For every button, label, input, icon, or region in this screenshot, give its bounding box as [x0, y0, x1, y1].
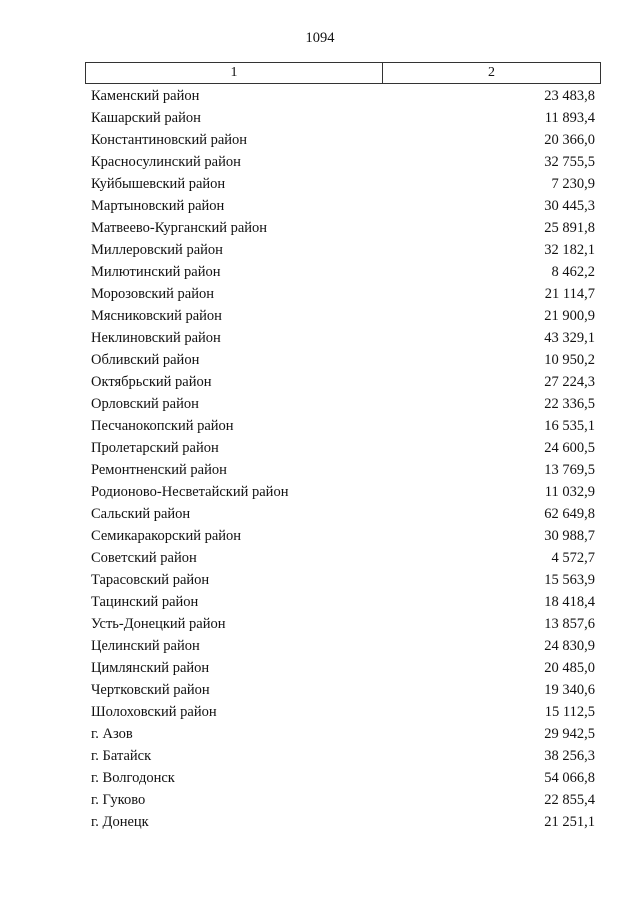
amount-value: 20 485,0 [544, 660, 595, 676]
district-name: Каменский район [91, 88, 200, 104]
table-row [91, 679, 595, 701]
column-header-2: 2 [488, 65, 495, 80]
amount-value: 22 855,4 [544, 792, 595, 808]
table-header [85, 62, 601, 84]
amount-value: 43 329,1 [544, 330, 595, 346]
amount-value: 30 445,3 [544, 198, 595, 214]
table-row [91, 459, 595, 481]
amount-value: 15 563,9 [544, 572, 595, 588]
district-name: Ремонтненский район [91, 462, 227, 478]
table-row [91, 569, 595, 591]
amount-value: 30 988,7 [544, 528, 595, 544]
amount-value: 21 900,9 [544, 308, 595, 324]
amount-value: 16 535,1 [544, 418, 595, 434]
district-name: Цимлянский район [91, 660, 210, 676]
amount-value: 54 066,8 [544, 770, 595, 786]
amount-value: 27 224,3 [544, 374, 595, 390]
amount-value: 10 950,2 [544, 352, 595, 368]
table-row [91, 745, 595, 767]
table-row [91, 415, 595, 437]
amount-value: 13 857,6 [544, 616, 595, 632]
district-name: Красносулинский район [91, 154, 241, 170]
amount-value: 19 340,6 [544, 682, 595, 698]
amount-value: 20 366,0 [544, 132, 595, 148]
amount-value: 23 483,8 [544, 88, 595, 104]
table-row [91, 195, 595, 217]
district-name: г. Донецк [91, 814, 149, 830]
table-row [91, 261, 595, 283]
table-row [91, 151, 595, 173]
table-body [91, 85, 595, 833]
district-name: Усть-Донецкий район [91, 616, 226, 632]
district-name: Неклиновский район [91, 330, 221, 346]
district-name: Семикаракорский район [91, 528, 242, 544]
table-row [91, 305, 595, 327]
table-row [91, 283, 595, 305]
amount-value: 24 600,5 [544, 440, 595, 456]
district-name: г. Волгодонск [91, 770, 175, 786]
district-name: Целинский район [91, 638, 200, 654]
district-name: Сальский район [91, 506, 191, 522]
district-name: Константиновский район [91, 132, 248, 148]
amount-value: 11 893,4 [544, 110, 595, 126]
amount-value: 15 112,5 [544, 704, 595, 720]
district-name: г. Батайск [91, 748, 152, 764]
amount-value: 24 830,9 [544, 638, 595, 654]
district-name: Родионово-Несветайский район [91, 484, 289, 500]
district-name: Милютинский район [91, 264, 221, 280]
table-row [91, 437, 595, 459]
table-row [91, 767, 595, 789]
district-name: Мартыновский район [91, 198, 225, 214]
table-row [91, 371, 595, 393]
district-name: Матвеево-Курганский район [91, 220, 268, 236]
district-name: Пролетарский район [91, 440, 219, 456]
amount-value: 4 572,7 [551, 550, 595, 566]
district-name: Тарасовский район [91, 572, 210, 588]
amount-value: 32 182,1 [544, 242, 595, 258]
table-row [91, 811, 595, 833]
table-row [91, 393, 595, 415]
amount-value: 22 336,5 [544, 396, 595, 412]
district-name: Советский район [91, 550, 197, 566]
district-name: Миллеровский район [91, 242, 223, 258]
table-row [91, 129, 595, 151]
district-name: Обливский район [91, 352, 200, 368]
amount-value: 8 462,2 [551, 264, 595, 280]
district-name: Морозовский район [91, 286, 215, 302]
table-row [91, 503, 595, 525]
district-name: Чертковский район [91, 682, 210, 698]
table-row [91, 327, 595, 349]
amount-value: 29 942,5 [544, 726, 595, 742]
table-row [91, 107, 595, 129]
table-row [91, 481, 595, 503]
table-row [91, 789, 595, 811]
table-row [91, 85, 595, 107]
table-row [91, 547, 595, 569]
page-number: 1094 [305, 30, 335, 46]
amount-value: 32 755,5 [544, 154, 595, 170]
amount-value: 25 891,8 [544, 220, 595, 236]
district-name: Орловский район [91, 396, 199, 412]
table-row [91, 657, 595, 679]
table-row [91, 591, 595, 613]
district-name: Куйбышевский район [91, 176, 226, 192]
amount-value: 21 114,7 [544, 286, 595, 302]
table-row [91, 635, 595, 657]
amount-value: 21 251,1 [544, 814, 595, 830]
district-name: г. Гуково [91, 792, 146, 808]
column-header-1: 1 [86, 63, 383, 83]
amount-value: 62 649,8 [544, 506, 595, 522]
district-name: Песчанокопский район [91, 418, 234, 434]
district-name: Октябрьский район [91, 374, 212, 390]
district-name: Кашарский район [91, 110, 201, 126]
district-name: Шолоховский район [91, 704, 217, 720]
amount-value: 7 230,9 [551, 176, 595, 192]
amount-value: 13 769,5 [544, 462, 595, 478]
district-name: г. Азов [91, 726, 133, 742]
table-row [91, 173, 595, 195]
amount-value: 38 256,3 [544, 748, 595, 764]
amount-value: 18 418,4 [544, 594, 595, 610]
district-name: Тацинский район [91, 594, 199, 610]
table-row [91, 701, 595, 723]
table-row [91, 613, 595, 635]
amount-value: 11 032,9 [544, 484, 595, 500]
table-row [91, 217, 595, 239]
table-row [91, 349, 595, 371]
table-row [91, 723, 595, 745]
table-row [91, 525, 595, 547]
table-row [91, 239, 595, 261]
district-name: Мясниковский район [91, 308, 222, 324]
